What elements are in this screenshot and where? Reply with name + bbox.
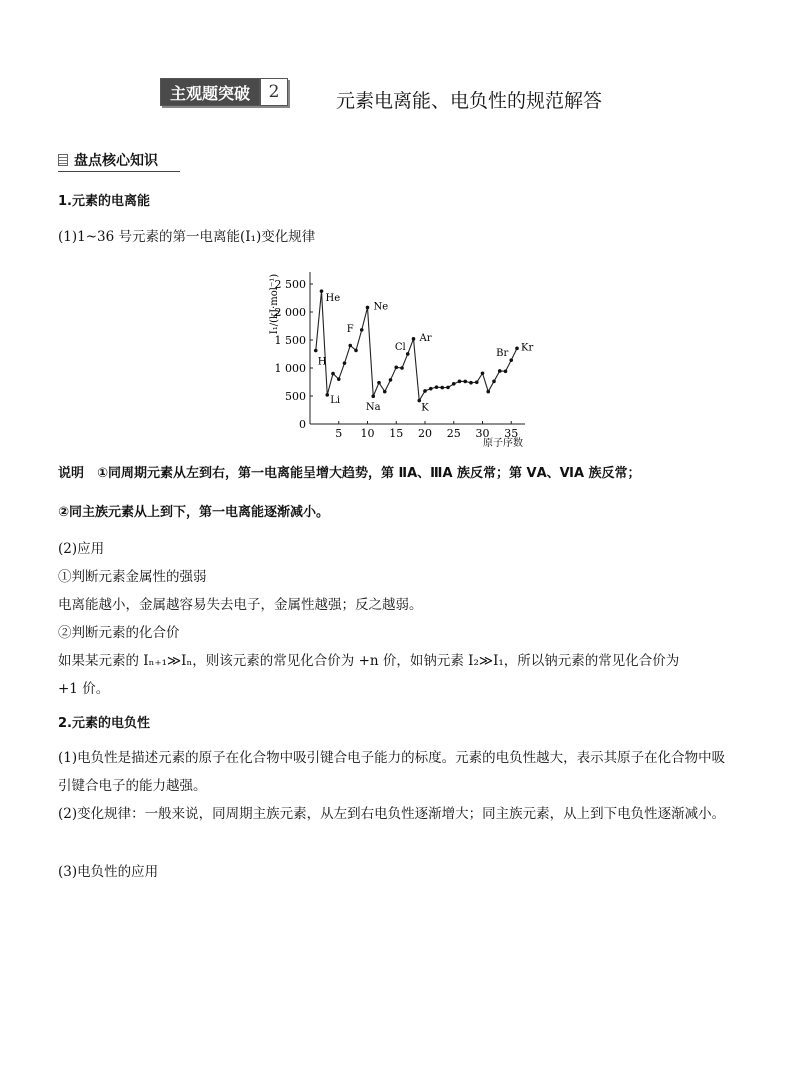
x-tick-label: 35 xyxy=(504,427,519,440)
application-item-1-text: 电离能越小，金属越容易失去电子，金属性越强；反之越弱。 xyxy=(58,597,423,613)
data-point xyxy=(389,378,393,382)
element-label-k: K xyxy=(421,402,429,414)
data-point xyxy=(515,347,519,351)
y-tick-label: 0 xyxy=(299,418,306,431)
x-axis-label: 原子序数 xyxy=(483,438,523,449)
data-point xyxy=(452,382,456,386)
document-icon xyxy=(58,154,68,166)
part1-heading: 1.元素的电离能 xyxy=(58,194,150,209)
element-label-na: Na xyxy=(365,402,381,414)
element-label-li: Li xyxy=(330,394,341,406)
ionization-energy-chart xyxy=(255,255,545,455)
data-point xyxy=(343,361,347,365)
element-label-h: H xyxy=(317,356,327,368)
data-point xyxy=(360,328,364,332)
element-label-he: He xyxy=(325,293,341,305)
x-tick-label: 5 xyxy=(335,427,343,440)
part2-paragraph-1: (1)电负性是描述元素的原子在化合物中吸引键合电子能力的标度。元素的电负性越大，表示其原子在化合物中吸引键合电子的能力越强。 xyxy=(58,750,726,794)
section-heading xyxy=(58,150,158,170)
data-point xyxy=(475,380,479,384)
element-label-ar: Ar xyxy=(419,332,432,344)
data-point xyxy=(406,352,410,356)
application-heading: (2)应用 xyxy=(58,541,105,557)
data-point xyxy=(377,381,381,385)
topic-badge-label: 主观题突破 xyxy=(161,79,259,105)
y-tick-label: 500 xyxy=(285,390,306,403)
element-label-ne: Ne xyxy=(373,301,389,313)
y-tick-label: 1 500 xyxy=(274,334,306,347)
data-point xyxy=(314,349,318,353)
part2-heading: 2.元素的电负性 xyxy=(58,716,150,731)
part2-paragraph-3: (3)电负性的应用 xyxy=(58,864,159,880)
element-label-kr: Kr xyxy=(521,342,534,354)
data-point xyxy=(504,370,508,374)
part1-subheading: (1)1~36 号元素的第一电离能(I₁)变化规律 xyxy=(58,229,316,245)
section-underline xyxy=(58,171,180,172)
application-item-2-text-b: +1 价。 xyxy=(58,681,110,697)
y-axis-label: I₁/(kJ·mol⁻¹) xyxy=(269,273,280,335)
data-point xyxy=(429,387,433,391)
y-tick-label: 2 500 xyxy=(274,278,306,291)
data-point xyxy=(486,390,490,394)
data-point xyxy=(469,381,473,385)
data-point xyxy=(320,289,324,293)
data-point xyxy=(492,380,496,384)
data-point xyxy=(498,369,502,373)
data-point xyxy=(400,366,404,370)
data-point xyxy=(463,380,467,384)
data-point xyxy=(331,372,335,376)
data-point xyxy=(337,377,341,381)
data-point xyxy=(354,349,358,353)
data-point xyxy=(366,306,370,310)
element-label-br: Br xyxy=(496,348,509,360)
data-point xyxy=(423,389,427,393)
page-title: 元素电离能、电负性的规范解答 xyxy=(336,90,603,112)
x-tick-label: 20 xyxy=(418,427,432,440)
part2-paragraph-2: (2)变化规律：一般来说，同周期主族元素，从左到右电负性逐渐增大；同主族元素，从上到下电负性逐渐减小。 xyxy=(58,806,726,822)
data-point xyxy=(371,394,375,398)
data-point xyxy=(458,380,462,384)
y-tick-label: 2 000 xyxy=(274,306,306,319)
data-point xyxy=(435,385,439,389)
data-point xyxy=(481,371,485,375)
x-tick-label: 15 xyxy=(389,427,404,440)
data-point xyxy=(509,358,513,362)
data-point xyxy=(412,337,416,341)
application-item-2-text-a: 如果某元素的 Iₙ₊₁≫Iₙ，则该元素的常见化合价为 +n 价，如钠元素 I₂≫I₁，所以钠元素的常见化合价为 xyxy=(58,653,680,669)
y-tick-label: 1 000 xyxy=(274,362,306,375)
data-point xyxy=(348,344,352,348)
note-line-1: 说明 ①同周期元素从左到右，第一电离能呈增大趋势，第 ⅡA、ⅢA 族反常；第 ⅤA、ⅥA 族反常； xyxy=(58,466,641,481)
element-label-f: F xyxy=(346,323,354,335)
topic-badge xyxy=(160,78,288,106)
data-point xyxy=(325,393,329,397)
note-line-2: ②同主族元素从上到下，第一电离能逐渐减小。 xyxy=(58,505,330,520)
application-item-2: ②判断元素的化合价 xyxy=(58,625,180,641)
data-point xyxy=(446,386,450,390)
element-label-cl: Cl xyxy=(394,341,406,353)
x-tick-label: 10 xyxy=(360,427,375,440)
topic-badge-number: 2 xyxy=(259,79,287,105)
data-point xyxy=(440,386,444,390)
x-tick-label: 25 xyxy=(446,427,461,440)
data-point xyxy=(394,366,398,370)
x-tick-label: 30 xyxy=(475,427,490,440)
series-line xyxy=(316,291,517,400)
application-item-1: ①判断元素金属性的强弱 xyxy=(58,569,207,585)
data-point xyxy=(383,390,387,394)
section-title: 盘点核心知识 xyxy=(74,153,158,169)
